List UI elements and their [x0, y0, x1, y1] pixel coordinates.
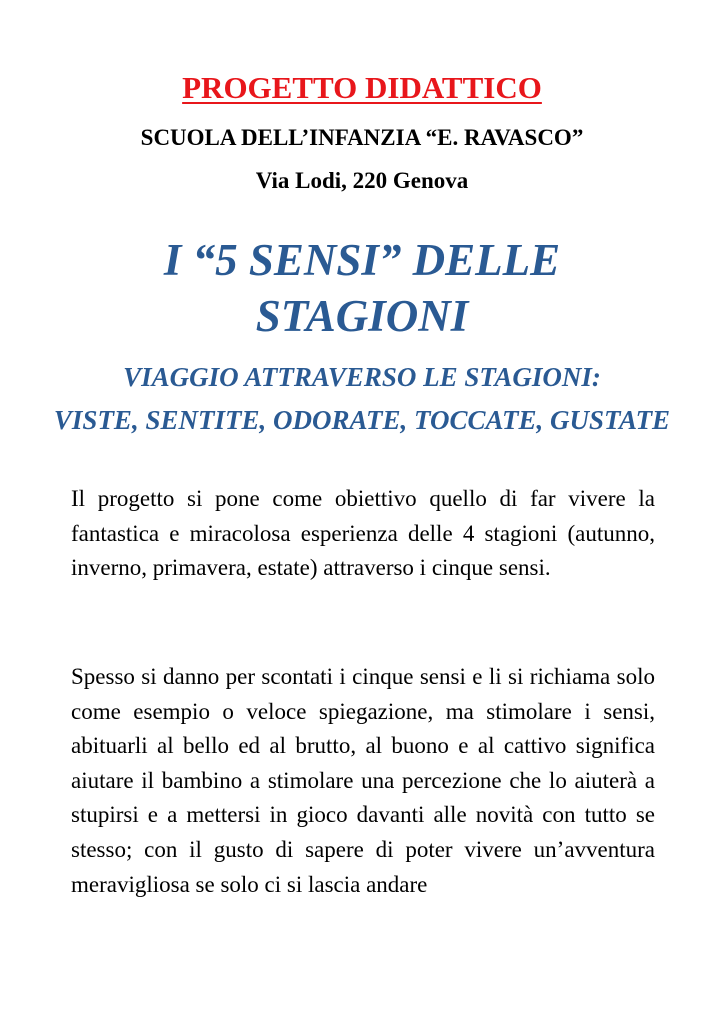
main-title [0, 232, 724, 344]
body-paragraph-1: Il progetto si pone come obiettivo quello di far vivere la fantastica e miracolosa esperienza delle 4 stagioni (autunno, inverno, primavera, estate) attraverso i cinque sensi. [71, 486, 655, 581]
school-address: Via Lodi, 220 Genova [255, 168, 469, 193]
main-title-line-2: STAGIONI [255, 291, 469, 341]
school-name: SCUOLA DELL’INFANZIA “E. RAVASCO” [140, 125, 584, 150]
subtitle-senses: VISTE, SENTITE, ODORATE, TOCCATE, GUSTATE [53, 405, 671, 435]
subtitle-journey: VIAGGIO ATTRAVERSO LE STAGIONI: [123, 362, 601, 392]
body-paragraph-2: Spesso si danno per scontati i cinque sensi e li si richiama solo come esempio o veloce spiegazione, ma stimolare i sensi, abituarli al bello ed al brutto, al buono e al cattivo significa aiutare il bambino a stimolare una percezione che lo aiuterà a stupirsi e a mettersi in gioco davanti alle novità con tutto se stesso; con il gusto di sapere di poter vivere un’avventura meravigliosa se solo ci si lascia andare [71, 664, 655, 897]
main-title-line-1: I “5 SENSI” DELLE [163, 235, 561, 285]
project-title: PROGETTO DIDATTICO [182, 70, 542, 105]
